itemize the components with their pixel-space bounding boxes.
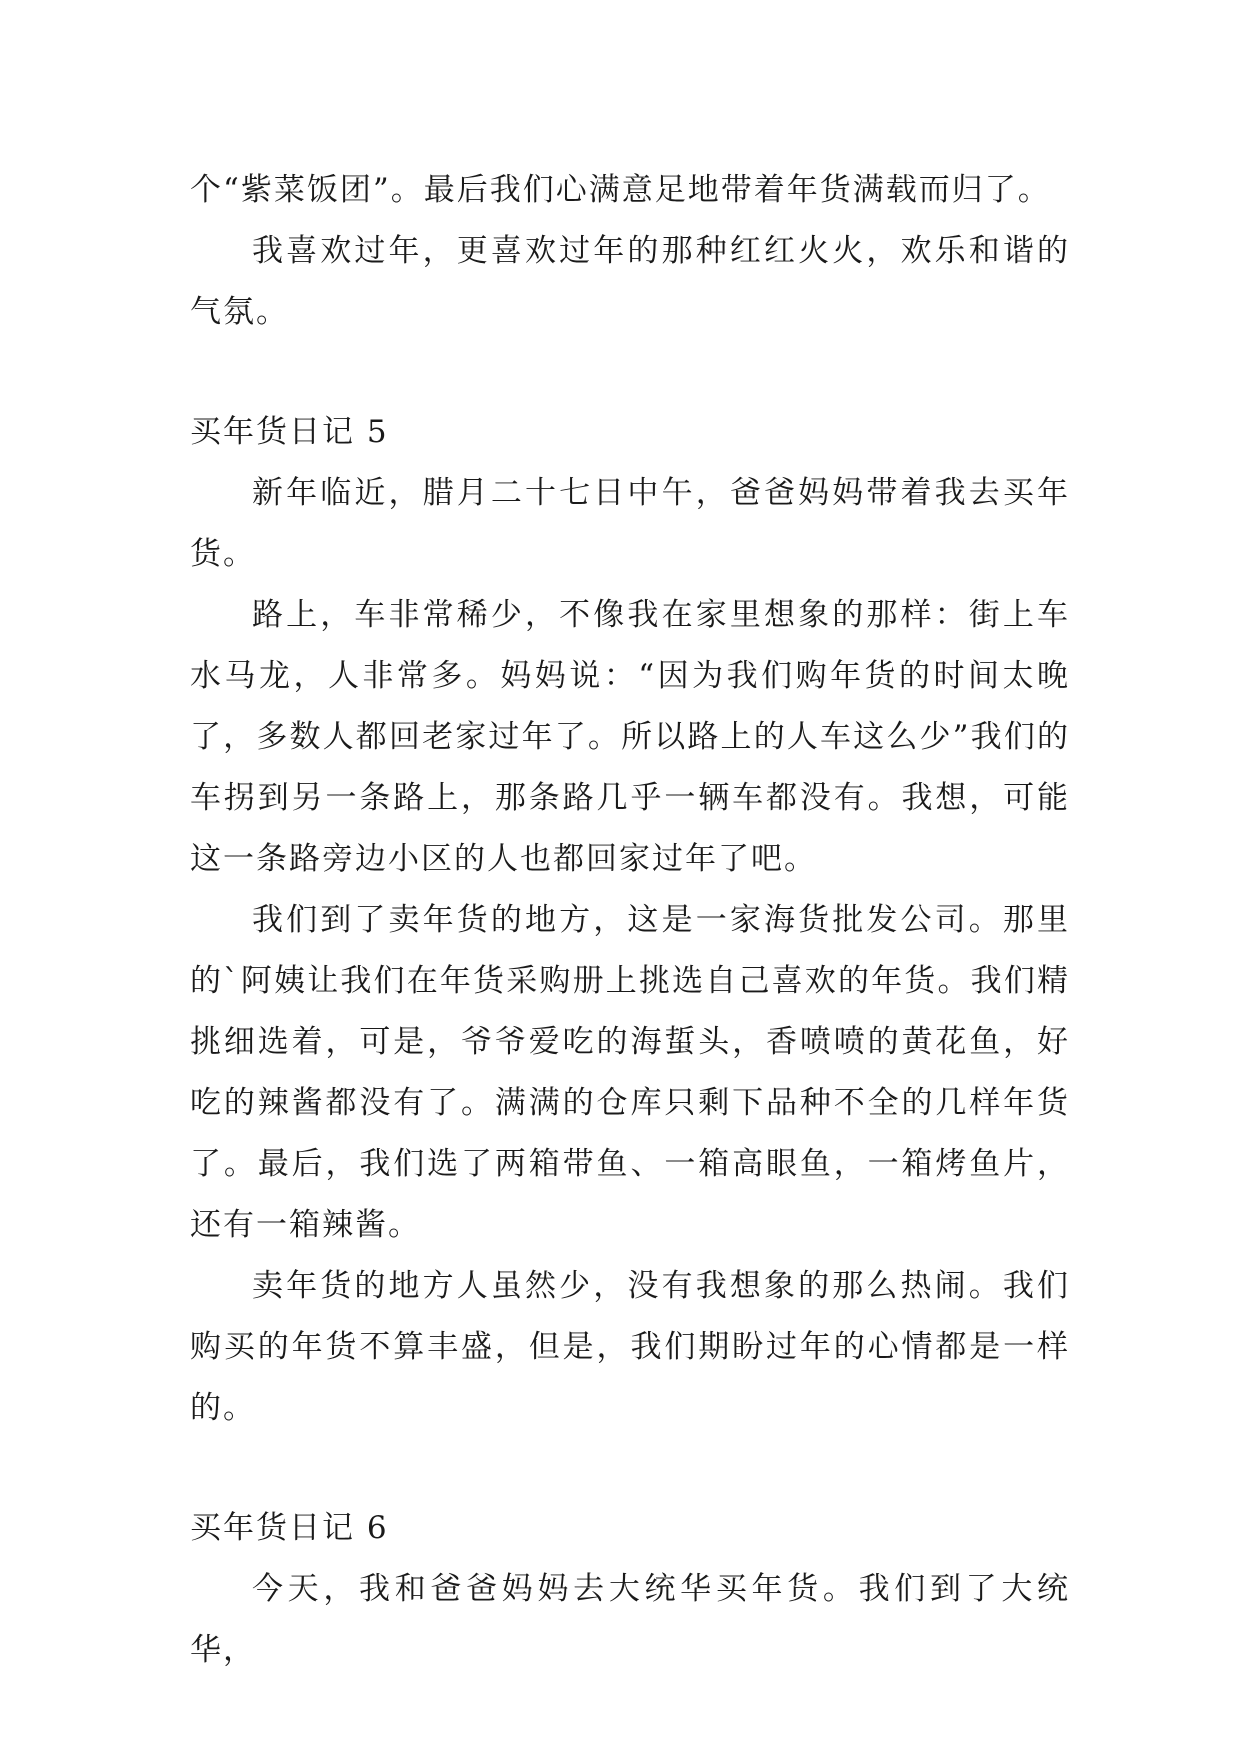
- document-page: [190, 160, 1070, 1681]
- section-heading: 买年货日记 6: [190, 1510, 389, 1546]
- paragraph: 个“紫菜饭团”。最后我们心满意足地带着年货满载而归了。: [190, 172, 1051, 208]
- paragraph: 我喜欢过年，更喜欢过年的那种红红火火，欢乐和谐的气氛。: [190, 233, 1070, 330]
- paragraph: 卖年货的地方人虽然少，没有我想象的那么热闹。我们购买的年货不算丰盛，但是，我们期盼过年的心情都是一样的。: [190, 1268, 1070, 1426]
- section-heading: 买年货日记 5: [190, 414, 389, 450]
- paragraph: 路上，车非常稀少，不像我在家里想象的那样：街上车水马龙，人非常多。妈妈说：“因为我们购年货的时间太晚了，多数人都回老家过年了。所以路上的人车这么少”我们的车拐到另一条路上，那条路几乎一辆车都没有。我想，可能这一条路旁边小区的人也都回家过年了吧。: [190, 597, 1070, 877]
- paragraph: 我们到了卖年货的地方，这是一家海货批发公司。那里的`阿姨让我们在年货采购册上挑选自己喜欢的年货。我们精挑细选着，可是，爷爷爱吃的海蜇头，香喷喷的黄花鱼，好吃的辣酱都没有了。满满的仓库只剩下品种不全的几样年货了。最后，我们选了两箱带鱼、一箱高眼鱼，一箱烤鱼片，还有一箱辣酱。: [190, 902, 1070, 1243]
- paragraph: 新年临近，腊月二十七日中午，爸爸妈妈带着我去买年货。: [190, 475, 1070, 572]
- paragraph: 今天，我和爸爸妈妈去大统华买年货。我们到了大统华，: [190, 1571, 1070, 1668]
